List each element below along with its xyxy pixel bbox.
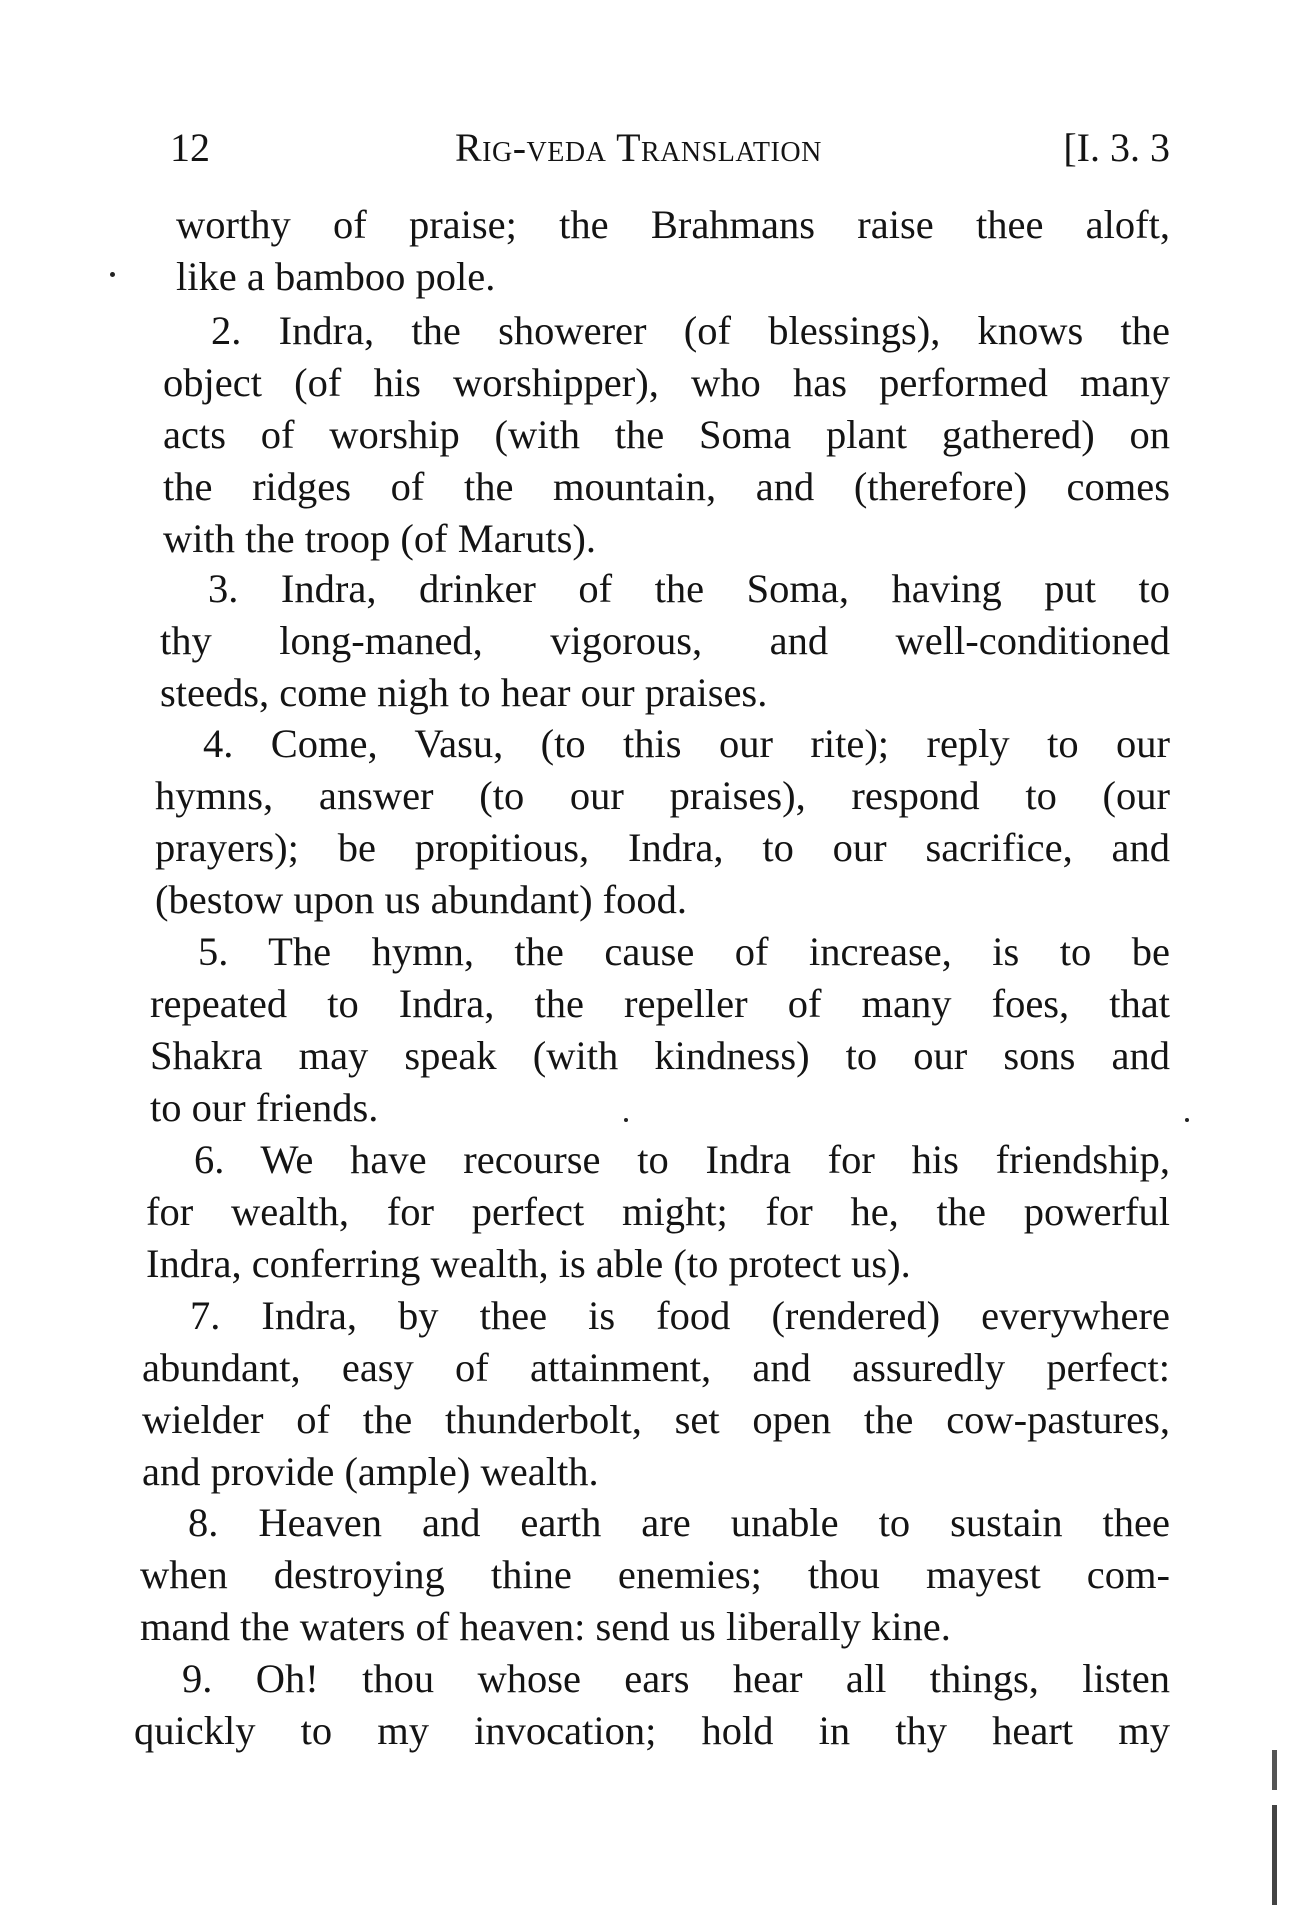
text-line: to our friends. <box>150 1085 379 1130</box>
page-header <box>170 118 1170 178</box>
text-line: repeated to Indra, the repeller of many foes, that <box>150 981 1170 1026</box>
stray-dot <box>1185 1118 1189 1122</box>
verse-3 <box>160 563 1170 719</box>
text-line: 5. The hymn, the cause of increase, is to be <box>198 929 1170 974</box>
text-line: abundant, easy of attainment, and assuredly perfect: <box>142 1345 1170 1390</box>
verse-4 <box>155 718 1170 926</box>
stray-dot <box>624 1118 628 1122</box>
text-line: 6. We have recourse to Indra for his friendship, <box>194 1137 1170 1182</box>
verse-8 <box>140 1497 1170 1653</box>
text-line: 8. Heaven and earth are unable to sustain thee <box>188 1500 1170 1545</box>
text-line: (bestow upon us abundant) food. <box>155 877 688 922</box>
text-line: and provide (ample) wealth. <box>142 1449 599 1494</box>
text-line: prayers); be propitious, Indra, to our sacrifice, and <box>155 825 1170 870</box>
text-line: 7. Indra, by thee is food (rendered) everywhere <box>190 1293 1170 1338</box>
verse-2 <box>163 305 1170 565</box>
page-number: 12 <box>170 125 210 170</box>
text-line: like a bamboo pole. <box>176 254 496 299</box>
text-line: hymns, answer (to our praises), respond to (our <box>155 773 1170 818</box>
text-line: mand the waters of heaven: send us liberally kine. <box>140 1604 951 1649</box>
text-line: acts of worship (with the Soma plant gathered) on <box>163 412 1170 457</box>
verse-7 <box>142 1290 1170 1498</box>
verse-5 <box>150 926 1170 1134</box>
text-line: Indra, conferring wealth, is able (to protect us). <box>146 1241 911 1286</box>
verse-9 <box>134 1653 1170 1757</box>
text-line: worthy of praise; the Brahmans raise thee aloft, <box>176 202 1170 247</box>
text-line: with the troop (of Maruts). <box>163 516 597 561</box>
binding-edge-mark <box>1272 1805 1277 1905</box>
verse-6 <box>146 1134 1170 1290</box>
text-line: wielder of the thunderbolt, set open the cow-pastures, <box>142 1397 1170 1442</box>
text-line: quickly to my invocation; hold in thy heart my <box>134 1708 1170 1753</box>
text-line: object (of his worshipper), who has performed many <box>163 360 1170 405</box>
text-line: 9. Oh! thou whose ears hear all things, listen <box>182 1656 1170 1701</box>
text-line: thy long-maned, vigorous, and well-conditioned <box>160 618 1170 663</box>
section-reference: [I. 3. 3 <box>1063 125 1170 170</box>
text-line: 3. Indra, drinker of the Soma, having put to <box>208 566 1170 611</box>
margin-dot <box>110 272 115 277</box>
text-line: the ridges of the mountain, and (therefore) comes <box>163 464 1170 509</box>
text-line: 2. Indra, the showerer (of blessings), knows the <box>211 308 1170 353</box>
text-line: steeds, come nigh to hear our praises. <box>160 670 768 715</box>
text-line: 4. Come, Vasu, (to this our rite); reply to our <box>203 721 1170 766</box>
text-line: for wealth, for perfect might; for he, the powerful <box>146 1189 1170 1234</box>
binding-edge-mark <box>1272 1750 1277 1790</box>
text-line: Shakra may speak (with kindness) to our sons and <box>150 1033 1170 1078</box>
paragraph-continuation <box>176 199 1170 303</box>
running-title: Rig-veda Translation <box>455 125 822 170</box>
text-line: when destroying thine enemies; thou mayest com- <box>140 1552 1170 1597</box>
